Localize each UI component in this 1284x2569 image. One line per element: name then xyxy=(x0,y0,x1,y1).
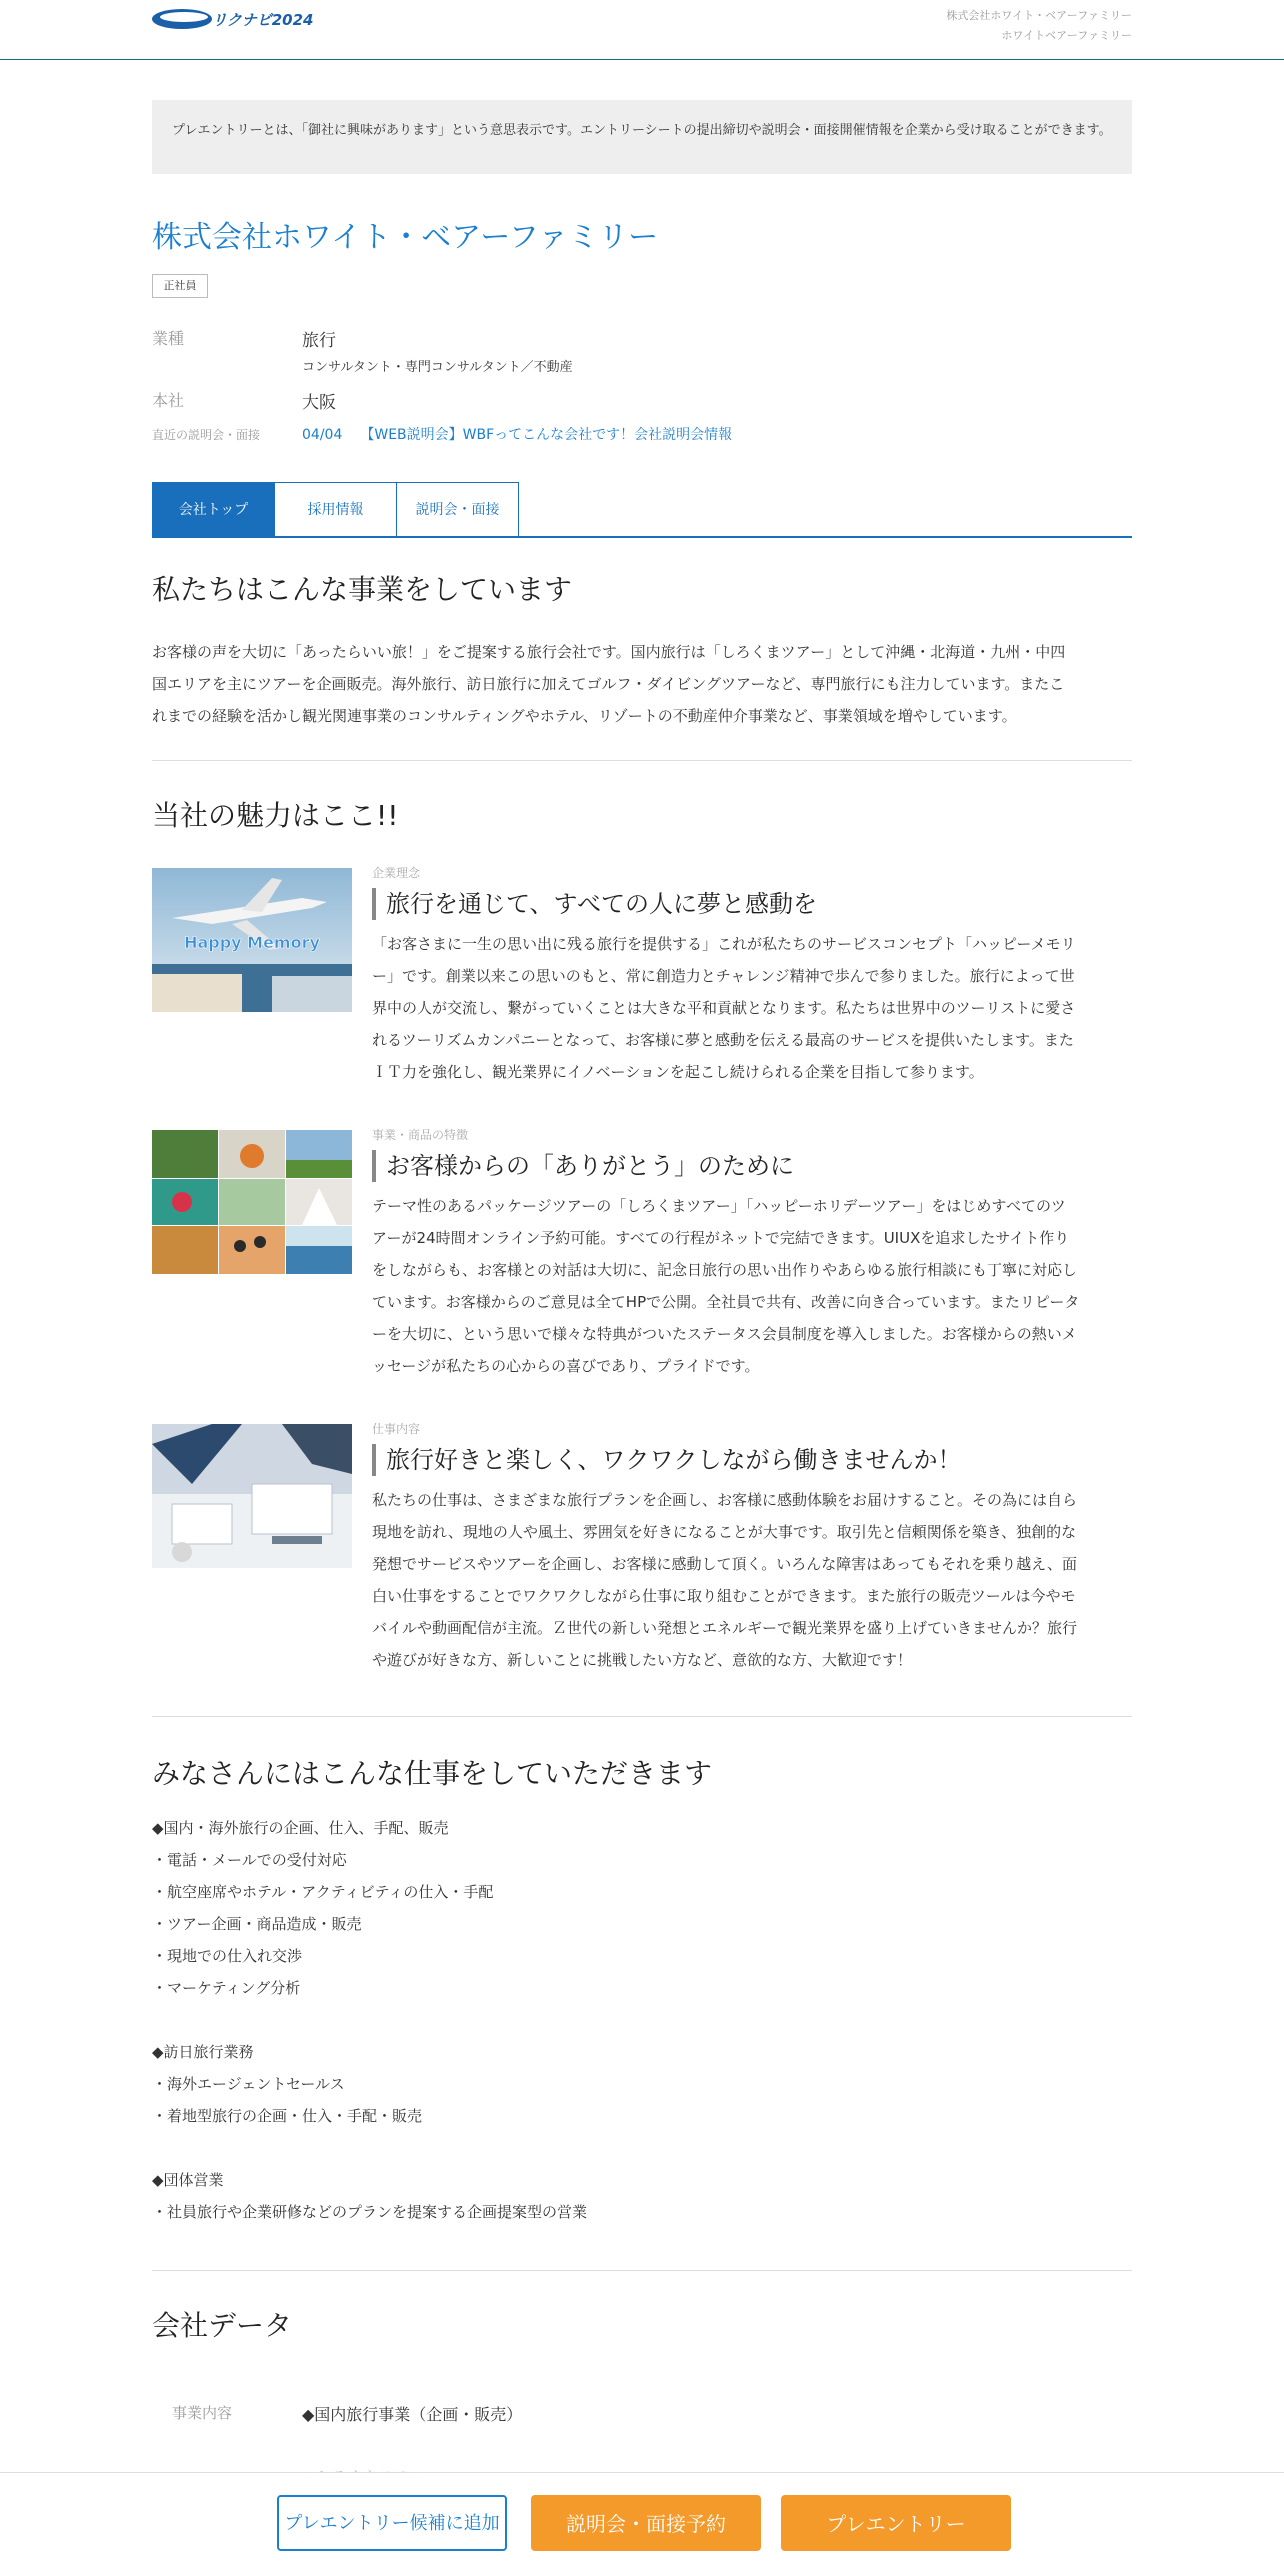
header-company-name xyxy=(946,6,1132,46)
work-title: みなさんにはこんな仕事をしていただきます xyxy=(152,1757,713,1790)
appeal-line: ーを大切に、という思いで様々な特典がついたステータス会員制度を導入しました。お客様からの熱いメ xyxy=(372,1325,1077,1343)
business-line: れまでの経験を活かし観光関連事業のコンサルティングやホテル、リゾートの不動産仲介事業など、事業領域を増やしています。 xyxy=(152,707,1017,725)
rikunabi-logo[interactable] xyxy=(152,4,314,30)
products-collage-image xyxy=(152,1130,352,1274)
company-data-title: 会社データ xyxy=(152,2309,293,2342)
work-item: ・航空座席やホテル・アクティビティの仕入・手配 xyxy=(152,1883,494,1901)
business-content-label: 事業内容 xyxy=(172,2404,233,2422)
appeal-heading: お客様からの「ありがとう」のために xyxy=(372,1150,1132,1182)
appeal-heading: 旅行好きと楽しく、ワクワクしながら働きませんか！ xyxy=(372,1444,1132,1476)
appeal-item xyxy=(372,1420,1132,1676)
seminar-link[interactable] xyxy=(302,424,750,444)
appeal-line: 私たちの仕事は、さまざまな旅行プランを企画し、お客様に感動体験をお届けすること。その為には自ら xyxy=(372,1491,1078,1509)
work-item: ・ツアー企画・商品造成・販売 xyxy=(152,1915,362,1933)
hq-value: 大阪 xyxy=(302,393,336,413)
header-company-line1: 株式会社ホワイト・ベアーファミリー xyxy=(946,9,1132,22)
business-description xyxy=(152,636,1132,732)
appeal-line: 発想でサービスやツアーを企画し、お客様に感動して頂く。いろんな障害はあってもそれを乗り越え、面 xyxy=(372,1555,1078,1573)
employment-type-badge: 正社員 xyxy=(152,274,208,298)
appeal-category: 事業・商品の特徴 xyxy=(372,1128,469,1142)
business-line: 国エリアを主にツアーを企画販売。海外旅行、訪日旅行に加えてゴルフ・ダイビングツアーなど、専門旅行にも注力しています。またこ xyxy=(152,675,1065,693)
pre-entry-notice: プレエントリーとは、「御社に興味があります」という意思表示です。エントリーシートの提出締切や説明会・面接開催情報を企業から受け取ることができます。 xyxy=(152,100,1132,174)
appeal-heading: 旅行を通じて、すべての人に夢と感動を xyxy=(372,888,1132,920)
company-tabs xyxy=(152,482,1132,538)
work-item: ・着地型旅行の企画・仕入・手配・販売 xyxy=(152,2107,423,2125)
appeal-title: 当社の魅力はここ!! xyxy=(152,799,399,832)
section-divider xyxy=(152,2270,1132,2271)
industry-sub: コンサルタント・専門コンサルタント／不動産 xyxy=(302,360,573,375)
appeal-body xyxy=(372,928,1132,1088)
appeal-line: 現地を訪れ、現地の人や風土、雰囲気を好きになることが大事です。取引先と信頼関係を築き、独創的な xyxy=(372,1523,1077,1541)
appeal-category: 企業理念 xyxy=(372,866,421,880)
appeal-line: をしながらも、お客様との対話は大切に、記念日旅行の思い出作りやあらゆる旅行相談にも丁寧に対応し xyxy=(372,1261,1078,1279)
work-gap xyxy=(152,2004,1132,2036)
tab-company-top[interactable]: 会社トップ xyxy=(152,482,275,536)
business-line: お客様の声を大切に「あったらいい旅！」をご提案する旅行会社です。国内旅行は「しろくまツアー」として沖縄・北海道・九州・中四 xyxy=(152,643,1066,661)
work-item: ・海外エージェントセールス xyxy=(152,2075,345,2093)
tab-seminar-interview[interactable]: 説明会・面接 xyxy=(396,482,519,536)
business-content-value: ◆国内旅行事業（企画・販売） xyxy=(302,2405,523,2424)
hq-label: 本社 xyxy=(152,391,185,410)
tab-recruit-info[interactable]: 採用情報 xyxy=(274,482,397,536)
work-item: ・現地での仕入れ交渉 xyxy=(152,1947,303,1965)
seminar-date: 04/04 xyxy=(302,427,343,443)
site-header xyxy=(0,0,1284,60)
appeal-line: ＩＴ力を強化し、観光業界にイノベーションを起こし続けられる企業を目指して参ります。 xyxy=(372,1063,984,1081)
appeal-item xyxy=(372,1126,1132,1382)
business-title: 私たちはこんな事業をしています xyxy=(152,573,573,606)
work-item: ・電話・メールでの受付対応 xyxy=(152,1851,347,1869)
industry-value: 旅行 xyxy=(302,331,336,351)
appeal-line: れるツーリズムカンパニーとなって、お客様に夢と感動を伝える最高のサービスを提供いたします。また xyxy=(372,1031,1074,1049)
work-item: ・社員旅行や企業研修などのプランを提案する企画提案型の営業 xyxy=(152,2203,588,2221)
appeal-line: 白い仕事をすることでワクワクしながら仕事に取り組むことができます。また旅行の販売ツールは今やモ xyxy=(372,1587,1076,1605)
work-item: ◆国内・海外旅行の企画、仕入、手配、販売 xyxy=(152,1819,449,1837)
seminar-title: 【WEB説明会】WBFってこんな会社です！会社説明会情報 xyxy=(360,427,733,443)
logo-text: リクナビ2024 xyxy=(212,11,314,29)
bottom-action-bar xyxy=(0,2472,1284,2569)
appeal-line: アーが24時間オンライン予約可能。すべての行程がネットで完結できます。UIUXを追求したサイト作り xyxy=(372,1229,1070,1247)
appeal-body xyxy=(372,1190,1132,1382)
philosophy-image xyxy=(152,868,352,1012)
add-pre-entry-candidate-button[interactable]: プレエントリー候補に追加 xyxy=(277,2495,507,2551)
appeal-body xyxy=(372,1484,1132,1676)
work-gap xyxy=(152,2132,1132,2164)
appeal-line: 界中の人が交流し、繋がっていくことは大きな平和貢献となります。私たちは世界中のツーリストに愛さ xyxy=(372,999,1076,1017)
section-divider xyxy=(152,1716,1132,1717)
appeal-line: テーマ性のあるパッケージツアーの「しろくまツアー」「ハッピーホリデーツアー」をはじめすべてのツ xyxy=(372,1197,1066,1215)
reserve-seminar-button[interactable]: 説明会・面接予約 xyxy=(531,2495,761,2551)
appeal-line: 「お客さまに一生の思い出に残る旅行を提供する」これが私たちのサービスコンセプト「ハッピーメモリ xyxy=(372,935,1076,953)
appeal-line: バイルや動画配信が主流。Ｚ世代の新しい発想とエネルギーで観光業界を盛り上げていきませんか？旅行 xyxy=(372,1619,1078,1637)
image-caption: Happy Memory xyxy=(184,933,320,952)
pre-entry-button[interactable]: プレエントリー xyxy=(781,2495,1011,2551)
appeal-line: ています。お客様からのご意見は全てHPで公開。全社員で共有、改善に向き合っています。またリピータ xyxy=(372,1293,1080,1311)
header-company-line2: ホワイトベアーファミリー xyxy=(1001,29,1132,42)
appeal-line: や遊びが好きな方、新しいことに挑戦したい方など、意欲的な方、大歓迎です！ xyxy=(372,1651,913,1669)
appeal-item xyxy=(372,864,1132,1088)
appeal-category: 仕事内容 xyxy=(372,1422,421,1436)
work-item: ◆訪日旅行業務 xyxy=(152,2043,254,2061)
seminar-label: 直近の説明会・面接 xyxy=(152,428,261,442)
appeal-line: ー」です。創業以来この思いのもと、常に創造力とチャレンジ精神で歩んで参りました。旅行によって世 xyxy=(372,967,1075,985)
work-item: ◆団体営業 xyxy=(152,2171,224,2189)
appeal-line: ッセージが私たちの心からの喜びであり、プライドです。 xyxy=(372,1357,760,1375)
work-list xyxy=(152,1812,1132,2228)
company-name: 株式会社ホワイト・ベアーファミリー xyxy=(152,220,659,255)
work-meeting-image xyxy=(152,1424,352,1568)
section-divider xyxy=(152,760,1132,761)
work-item: ・マーケティング分析 xyxy=(152,1979,301,1997)
industry-label: 業種 xyxy=(152,329,185,348)
